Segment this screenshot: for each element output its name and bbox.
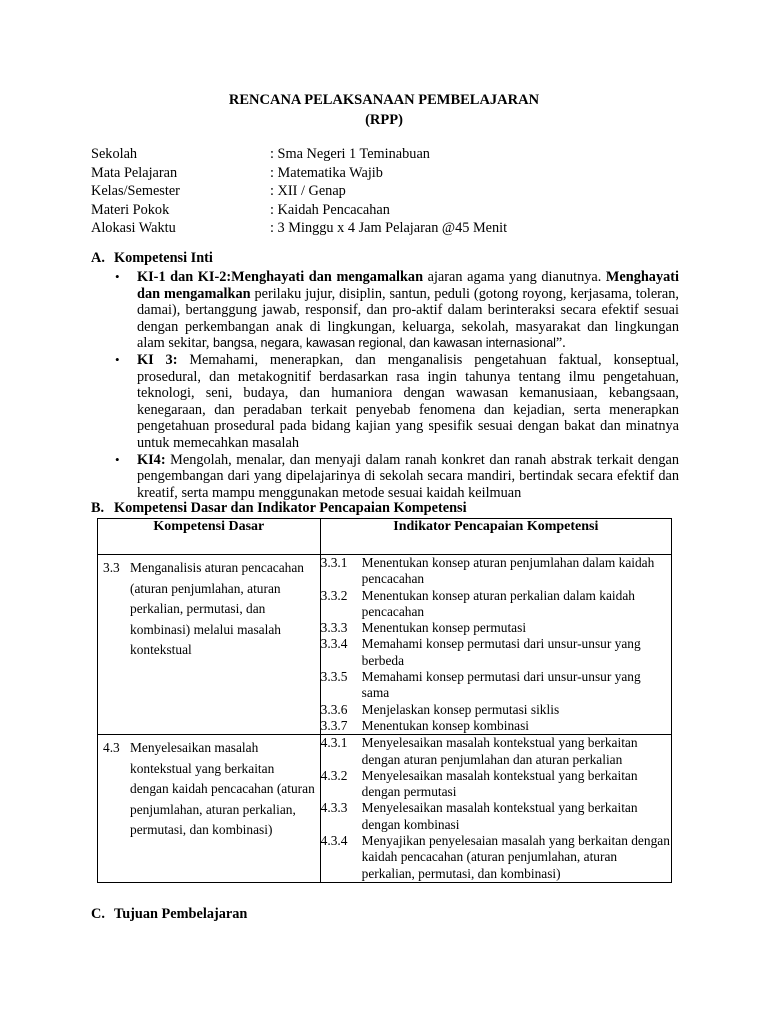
bullet-icon: •	[115, 351, 120, 367]
info-row-mata-pelajaran	[91, 165, 691, 184]
info-key: Kelas/Semester	[91, 183, 180, 199]
indicator-item: 3.3.5 Memahami konsep permutasi dari unsur-unsur yang sama	[320, 669, 641, 701]
section-title: Tujuan Pembelajaran	[114, 906, 248, 922]
ki-4-item: • KI4: Mengolah, menalar, dan menyaji dalam ranah konkret dan ranah abstrak terkait dengan pengembangan dari yang dipelajarinya di sekolah secara mandiri, bertindak secara efektif dan kreatif, serta mampu menggunakan metode sesuai kaidah keilmuan	[115, 451, 679, 501]
ki-label: KI4:	[137, 451, 166, 468]
table-row	[98, 735, 672, 883]
indicator-item: 3.3.7 Menentukan konsep kombinasi	[320, 717, 530, 733]
indicator-item: 4.3.1 Menyelesaikan masalah kontekstual yang berkaitan dengan aturan penjumlahan dan aturan perkalian	[320, 735, 638, 767]
info-value: : XII / Genap	[270, 183, 346, 199]
kd-cell	[98, 555, 320, 665]
document-subtitle: (RPP)	[365, 112, 403, 128]
indicator-item: 3.3.1 Menentukan konsep aturan penjumlahan dalam kaidah pencacahan	[320, 555, 655, 587]
ki-label: KI-1 dan KI-2:Menghayati dan mengamalkan	[137, 269, 424, 285]
indicator-item: 3.3.6 Menjelaskan konsep permutasi siklis	[320, 701, 560, 717]
section-a-heading	[91, 250, 213, 267]
column-header-ipk: Indikator Pencapaian Kompetensi	[320, 519, 671, 555]
column-header-kd: Kompetensi Dasar	[98, 519, 321, 555]
competency-table	[97, 518, 672, 883]
ki-label: KI 3:	[137, 351, 178, 368]
info-row-materi-pokok	[91, 202, 691, 221]
section-c-heading	[91, 906, 247, 923]
info-row-alokasi-waktu	[91, 220, 691, 239]
info-key: Mata Pelajaran	[91, 164, 178, 181]
indicator-item: 4.3.4 Menyajikan penyelesaian masalah yang berkaitan dengan kaidah pencacahan (aturan penjumlahan, aturan perkalian, permutasi, dan kombinasi)	[320, 833, 670, 881]
indicator-item: 3.3.3 Menentukan konsep permutasi	[320, 620, 527, 636]
table-header-row	[98, 519, 672, 555]
info-row-sekolah	[91, 146, 691, 165]
info-value: : Matematika Wajib	[270, 164, 383, 181]
document-title: RENCANA PELAKSANAAN PEMBELAJARAN	[228, 92, 540, 108]
kd-number: 4.3	[103, 740, 120, 756]
section-b-heading	[91, 500, 467, 517]
indicator-cell	[320, 555, 671, 735]
kd-number: 3.3	[103, 560, 120, 575]
kd-text: Menganalisis aturan pencacahan (aturan penjumlahan, aturan perkalian, permutasi, dan kombinasi) melalui masalah kontekstual	[130, 560, 304, 657]
indicator-item: 4.3.3 Menyelesaikan masalah kontekstual yang berkaitan dengan kombinasi	[320, 800, 638, 832]
section-letter: A.	[91, 250, 105, 266]
kd-cell	[98, 735, 320, 845]
section-letter: B.	[91, 500, 105, 516]
indicator-item: 3.3.4 Memahami konsep permutasi dari unsur-unsur yang berbeda	[320, 636, 641, 668]
section-letter: C.	[91, 906, 105, 922]
bullet-icon: •	[115, 269, 120, 284]
info-value: : Kaidah Pencacahan	[270, 201, 390, 218]
kompetensi-inti-list	[115, 269, 679, 501]
section-title: Kompetensi Inti	[114, 250, 213, 266]
info-key: Alokasi Waktu	[91, 220, 176, 236]
kd-text: Menyelesaikan masalah kontekstual yang berkaitan dengan kaidah pencacahan (aturan penjumlahan, aturan perkalian, permutasi, dan kombinasi)	[130, 740, 315, 838]
indicator-cell	[320, 735, 671, 883]
identity-block	[91, 146, 691, 239]
info-value: : Sma Negeri 1 Teminabuan	[270, 146, 430, 162]
info-value: : 3 Minggu x 4 Jam Pelajaran @45 Menit	[270, 220, 508, 236]
indicator-item: 3.3.2 Menentukan konsep aturan perkalian dalam kaidah pencacahan	[320, 587, 635, 619]
section-title: Kompetensi Dasar dan Indikator Pencapaian Kompetensi	[114, 500, 467, 516]
info-key: Materi Pokok	[91, 201, 170, 218]
table-row	[98, 555, 672, 735]
indicator-item: 4.3.2 Menyelesaikan masalah kontekstual yang berkaitan dengan permutasi	[320, 767, 638, 800]
bullet-icon: •	[115, 451, 120, 467]
info-key: Sekolah	[91, 146, 138, 162]
ki-1-2-item: • KI-1 dan KI-2:Menghayati dan mengamalkan ajaran agama yang dianutnya. Menghayati dan mengamalkan perilaku jujur, disiplin, santun, peduli (gotong royong, kerjasama, toleran, damai), bertanggung jawab, responsif, dan pro-aktif dalam berinteraksi secara efektif sesuai dengan perkembangan anak di lingkungan, keluarga, sekolah, masyarakat dan lingkungan alam sekitar, bangsa, negara, kawasan regional, dan kawasan internasional”.	[115, 269, 679, 352]
ki-3-item: • KI 3: Memahami, menerapkan, dan menganalisis pengetahuan faktual, konseptual, prosedural, dan metakognitif berdasarkan rasa ingin tahunya tentang ilmu pengetahuan, teknologi, seni, budaya, dan humaniora dengan wawasan kemanusiaan, kebangsaan, kenegaraan, dan peradaban terkait penyebab fenomena dan kejadian, serta menerapkan pengetahuan prosedural pada bidang kajian yang spesifik sesuai dengan bakat dan minatnya untuk memecahkan masalah	[115, 351, 679, 451]
info-row-kelas-semester	[91, 183, 691, 202]
